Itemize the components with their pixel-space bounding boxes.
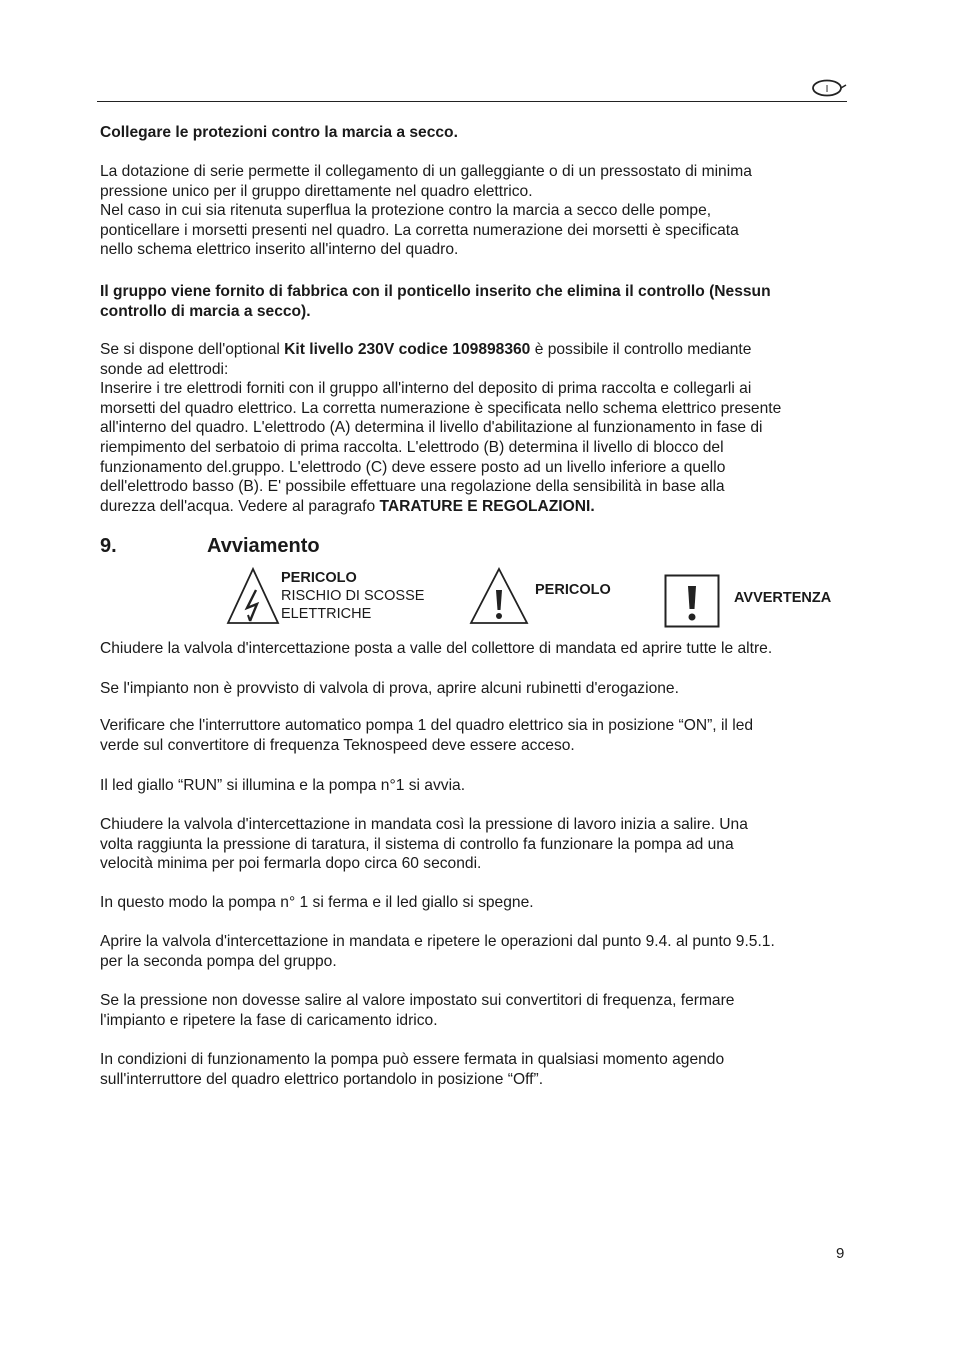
text-line: sonde ad elettrodi: <box>100 360 229 378</box>
step-open-taps: Se l'impianto non è provvisto di valvola di prova, aprire alcuni rubinetti d'erogazione. <box>100 680 679 697</box>
text-line: La dotazione di serie permette il collegamento di un galleggiante o di un pressostato di minima <box>100 163 752 180</box>
section-title: Avviamento <box>207 535 320 557</box>
electric-shock-warning-icon <box>225 566 281 626</box>
text-line: volta raggiunta la pressione di taratura, il sistema di controllo fa funzionare la pompa ad una <box>100 835 734 853</box>
step-second-pump <box>100 932 850 971</box>
kit-prefix: Se si dispone dell'optional <box>100 341 285 358</box>
language-badge-icon <box>810 78 848 98</box>
step-check-switch <box>100 716 850 755</box>
text-line: Nel caso in cui sia ritenuta superflua la protezione contro la marcia a secco delle pompe, <box>100 202 712 220</box>
text-line: ponticellare i morsetti presenti nel quadro. La corretta numerazione dei morsetti è specificata <box>100 221 739 239</box>
shock-warning-title: PERICOLO <box>281 570 357 586</box>
shock-warning-line: ELETTRICHE <box>281 606 372 622</box>
header-rule <box>97 101 847 102</box>
text-line: Chiudere la valvola d'intercettazione in mandata così la pressione di lavoro inizia a salire. Una <box>100 816 748 833</box>
section-number: 9. <box>100 535 117 557</box>
step-pressure-fail <box>100 991 850 1030</box>
text-line: sull'interruttore del quadro elettrico portandolo in posizione “Off”. <box>100 1070 544 1088</box>
kit-suffix: è possibile il controllo mediante <box>530 341 752 358</box>
factory-note <box>100 282 850 321</box>
step-close-valve: Chiudere la valvola d'intercettazione posta a valle del collettore di mandata ed aprire tutte le altre. <box>100 640 773 657</box>
kit-line9-prefix: durezza dell'acqua. Vedere al paragrafo <box>100 497 380 515</box>
intro-paragraph <box>100 162 850 260</box>
step-stop-pump <box>100 1050 850 1089</box>
danger-warning-icon <box>468 566 530 626</box>
text-line: Se la pressione non dovesse salire al valore impostato sui convertitori di frequenza, fermare <box>100 992 735 1009</box>
text-line: dell'elettrodo basso (B). E' possibile effettuare una regolazione della sensibilità in base alla <box>100 478 725 496</box>
text-line: Il gruppo viene fornito di fabbrica con il ponticello inserito che elimina il controllo (Nessun <box>100 283 771 300</box>
warning-label: AVVERTENZA <box>734 590 832 606</box>
danger-label: PERICOLO <box>535 582 611 598</box>
text-line: Inserire i tre elettrodi forniti con il gruppo all'interno del deposito di prima raccolta e collegarli ai <box>100 380 752 398</box>
text-line: per la seconda pompa del gruppo. <box>100 952 337 970</box>
text-line: controllo di marcia a secco). <box>100 302 311 320</box>
step-pump-stops: In questo modo la pompa n° 1 si ferma e il led giallo si spegne. <box>100 894 534 911</box>
shock-warning-label <box>281 569 424 623</box>
text-line: pressione unico per il gruppo direttamente nel quadro elettrico. <box>100 182 533 200</box>
kit-paragraph <box>100 340 850 516</box>
text-line <box>100 497 850 517</box>
text-line: In condizioni di funzionamento la pompa può essere fermata in qualsiasi momento agendo <box>100 1051 725 1068</box>
kit-code: Kit livello 230V codice 109898360 <box>284 341 531 358</box>
text-line: verde sul convertitore di frequenza Teknospeed deve essere acceso. <box>100 736 575 754</box>
text-line <box>100 340 850 360</box>
text-line: funzionamento del.gruppo. L'elettrodo (C) deve essere posto ad un livello inferiore a quello <box>100 458 726 476</box>
step-run-led: Il led giallo “RUN” si illumina e la pompa n°1 si avvia. <box>100 777 466 794</box>
intro-heading: Collegare le protezioni contro la marcia a secco. <box>100 124 458 141</box>
language-badge-label: I <box>825 84 829 95</box>
text-line: nello schema elettrico inserito all'interno del quadro. <box>100 241 459 259</box>
page-number: 9 <box>836 1245 845 1262</box>
text-line: riempimento del serbatoio di prima raccolta. L'elettrodo (B) determina il livello di blocco del <box>100 438 724 456</box>
caution-notice-icon <box>664 574 720 628</box>
settings-reference: TARATURE E REGOLAZIONI. <box>379 497 595 515</box>
text-line: morsetti del quadro elettrico. La corretta numerazione è specificata nello schema elettrico presente <box>100 399 782 417</box>
text-line: l'impianto e ripetere la fase di caricamento idrico. <box>100 1011 438 1029</box>
step-pressure-rise <box>100 815 850 874</box>
shock-warning-line: RISCHIO DI SCOSSE <box>281 588 425 604</box>
text-line: Aprire la valvola d'intercettazione in mandata e ripetere le operazioni dal punto 9.4. al punto 9.5.1. <box>100 933 775 950</box>
text-line: velocità minima per poi fermarla dopo circa 60 secondi. <box>100 855 482 873</box>
text-line: all'interno del quadro. L'elettrodo (A) determina il livello d'abilitazione al funzionamento in fase di <box>100 419 763 437</box>
text-line: Verificare che l'interruttore automatico pompa 1 del quadro elettrico sia in posizione “ON”, il led <box>100 717 754 734</box>
